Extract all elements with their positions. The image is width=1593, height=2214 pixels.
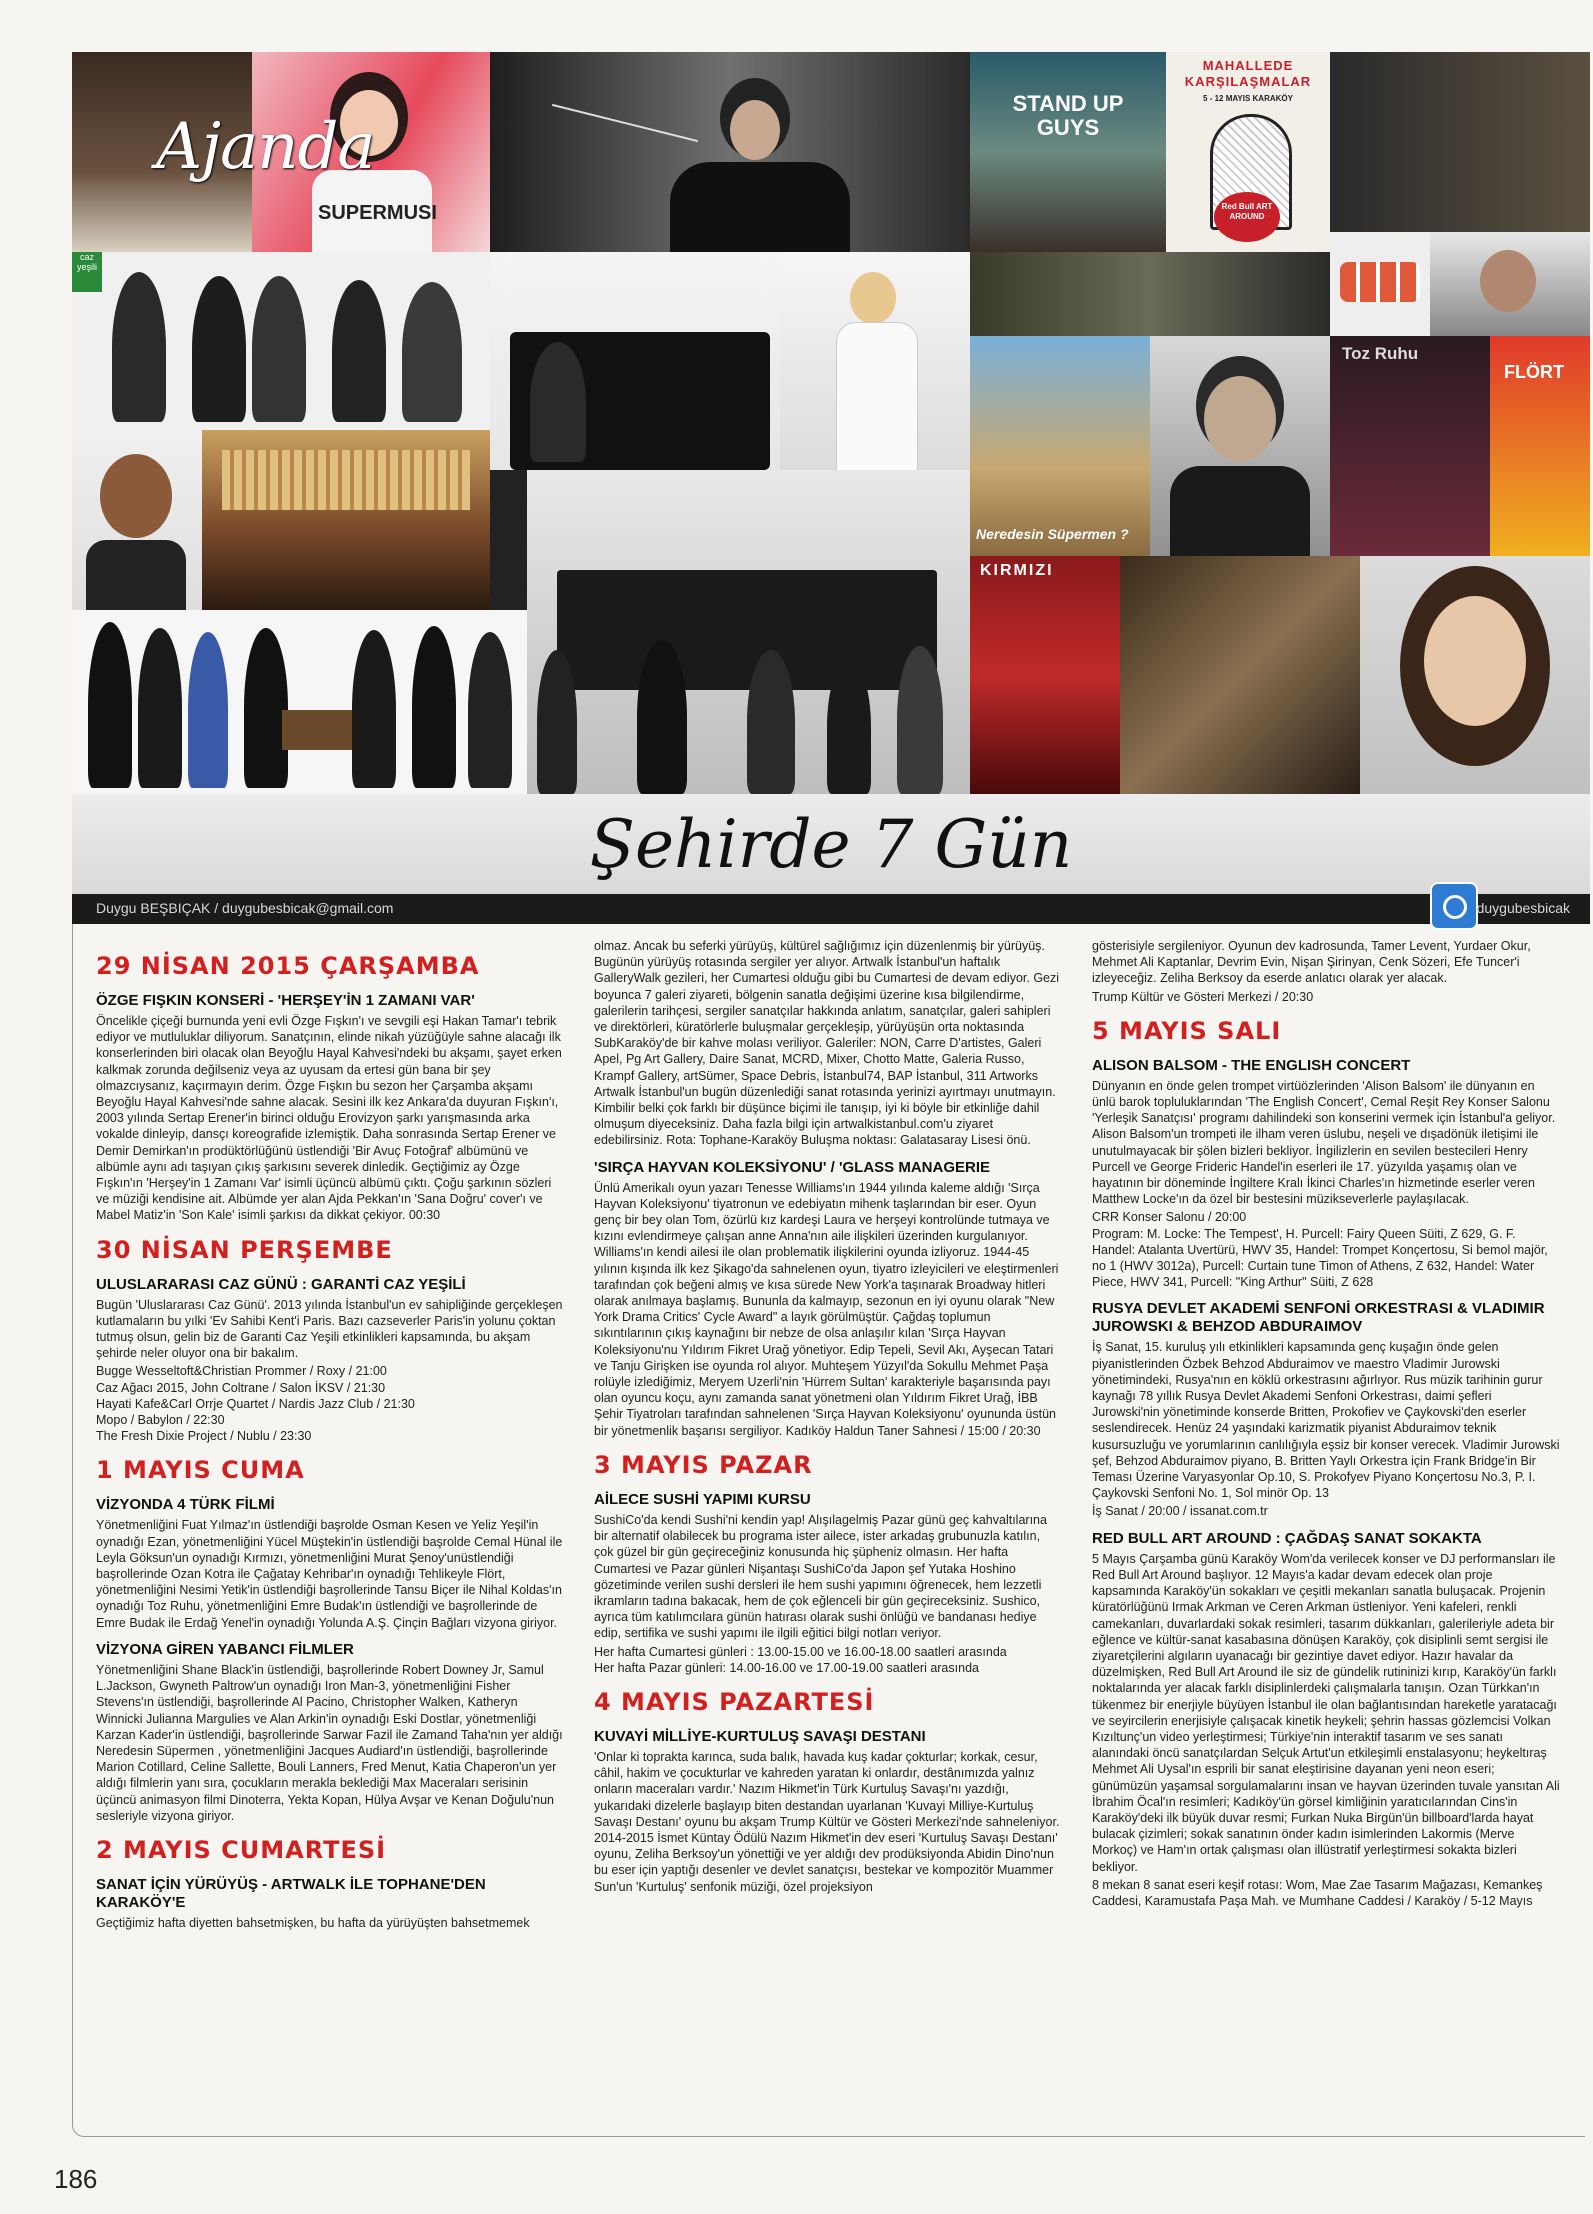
body-text: gösterisiyle sergileniyor. Oyunun dev kadrosunda, Tamer Levent, Yurdaer Okur, Mehmet Ali Kaptanlar, Devrim Evin, Nişan Şirinyan, Cenk Sözeri, Efe Tuncer'i izleyeceğiz. Zeliha Berksoy da eserde anlatıcı olarak yer alacak. xyxy=(1092,939,1531,986)
flort-title: FLÖRT xyxy=(1504,362,1564,382)
event-body: Yönetmenliğini Shane Black'in üstlendiği, başrollerinde Robert Downey Jr, Samul L.Jackson, Gwyneth Paltrow'un oynadığı Iron Man-3, yönetmenliğini Fisher Stevens'ın üstlendiği, başrollerinde Al Pacino, Christopher Walken, Katheryn Winnicki Julianna Margulies ve Alan Arkin'in oynadığı Eski Dostlar, yönetmenliği Karzan Kader'in üstlendiği, başrollerinde Sarwar Fazil ile Zamand Taha'nın yer aldığı Neredesin Süpermen , yönetmenliğini Jacques Audiard'ın üstlendiği, başrollerinde Marion Cotillard, Celine Sallette, Bouli Lanners, Fred Menut, Katia Chaperon'un yer aldığı filmlerin yanı sıra, çocukların merakla beklediği Max Maceraları serisinin üçüncü animasyon filmi Dinoterra, Yekta Kopan, Hülya Avşar ve Kenan Doğulu'nun sesleriyle vizyona giriyor. xyxy=(96,1662,563,1823)
event-title: ALISON BALSOM - THE ENGLISH CONCERT xyxy=(1092,1056,1411,1074)
event-title: RED BULL ART AROUND : ÇAĞDAŞ SANAT SOKAKTA xyxy=(1092,1529,1482,1547)
photo-orchestra-hall xyxy=(202,430,490,610)
event-body: Dünyanın en önde gelen trompet virtüözlerinden 'Alison Balsom' ile dünyanın en ünlü barok topluluklarından 'The English Concert', Cemal Reşit Rey Konser Salonu 'Yerleşik Sanatçısı' programı dahilindeki son konserini vermek için İstanbul'a geliyor. Alison Balsom'un trompeti ile ilham veren üslubu, neşeli ve dışadönük iletişimi ile unutulmayacak bir şölen bizleri bekliyor. İngilizlerin en sevilen bestecileri Henry Purcell ve George Frideric Handel'in eserleri ile 17. yüzyılda yaşamış olan ve hayatının bir döneminde İngiltere Kralı İkinci Charles'ın hizmetinde eserler veren Matthew Locke'ın da özel bir bestesini müzikseverlerle paylaşılacak. xyxy=(1092,1078,1556,1207)
event-body: 'Onlar ki toprakta karınca, suda balık, havada kuş kadar çokturlar; korkak, cesur, câhil, hakim ve çocukturlar ve kahreden yaratan ki onlardır, destânımızda yalnız onların maceraları vardır.' Nazım Hikmet'in Türk Kurtuluş Savaşı'nı yazdığı, yukarıdaki dizelerle başlayıp biten destandan uyarlanan 'Kuvayi Milliye-Kurtuluş Savaşı Destanı' oyunu bu akşam Trump Kültür ve Gösteri Merkezi'nde sahneleniyor. 2014-2015 İsmet Küntay Ödülü Nazım Hikmet'in dev eseri 'Kurtuluş Savaşı Destanı' oyunu, Zeliha Berksoy'un yönettiği ve yer aldığı dev prodüksiyonda Abidin Dino'nun bu eser için yaptığı desenler ve devlet sanatçısı, bestekar ve kompozitör Muammer Sun'un 'Kurtuluş' senfonik müziği, özel projeksiyon xyxy=(594,1749,1060,1894)
poster-kirmizi xyxy=(970,556,1120,794)
supermusic-shirt-text: SUPERMUSI xyxy=(318,202,437,224)
event-listing-line: Her hafta Pazar günleri: 14.00-16.00 ve 17.00-19.00 saatleri arasında xyxy=(594,1660,979,1675)
event-listing-line: CRR Konser Salonu / 20:00 xyxy=(1092,1210,1247,1225)
photo-jazz-band xyxy=(72,252,490,430)
event-listing-line: İş Sanat / 20:00 / issanat.com.tr xyxy=(1092,1504,1268,1519)
author-byline: Duygu BEŞBIÇAK / duygubesbicak@gmail.com xyxy=(96,900,394,916)
event-title: VİZYONA GİREN YABANCI FİLMLER xyxy=(96,1640,354,1658)
poster-neredesin-supermen xyxy=(970,336,1150,556)
photo-sushi xyxy=(1330,232,1430,336)
photo-collage xyxy=(72,52,1590,794)
byline-bar xyxy=(72,894,1590,924)
body-text: 8 mekan 8 sanat eseri keşif rotası: Wom, Mae Zae Tasarım Mağazası, Kemankeş Caddesi, Karamustafa Paşa Mah. ve Mumhane Caddesi / Karaköy / 5-12 Mayıs xyxy=(1092,1877,1543,1908)
poster-flort xyxy=(1490,336,1590,556)
event-listing-line: Caz Ağacı 2015, John Coltrane / Salon İKSV / 21:30 xyxy=(96,1380,386,1395)
day-heading: 3 MAYIS PAZAR xyxy=(594,1450,813,1479)
photo-smiling-man xyxy=(72,430,202,610)
event-listing-line: The Fresh Dixie Project / Nublu / 23:30 xyxy=(96,1429,312,1444)
event-title: ÖZGE FIŞKIN KONSERİ - 'HERŞEY'İN 1 ZAMANI VAR' xyxy=(96,992,475,1009)
stand-up-guys-title: STAND UP GUYS xyxy=(1012,91,1124,140)
poster-toz-ruhu xyxy=(1330,336,1490,556)
toz-ruhu-title: Toz Ruhu xyxy=(1342,344,1419,363)
day-heading: 4 MAYIS PAZARTESİ xyxy=(594,1687,875,1716)
redbull-art-around-text: Red Bull ART AROUND xyxy=(1221,202,1273,221)
photo-man-suit-1 xyxy=(1330,52,1590,232)
poster-mahallede-karsilasmalar xyxy=(1166,52,1330,252)
neredesin-supermen-title: Neredesin Süpermen ? xyxy=(976,526,1129,542)
instagram-icon xyxy=(1430,882,1478,930)
day-heading: 5 MAYIS SALI xyxy=(1092,1016,1282,1045)
event-listing-line: Trump Kültür ve Gösteri Merkezi / 20:30 xyxy=(1092,989,1314,1004)
event-title: KUVAYİ MİLLİYE-KURTULUŞ SAVAŞI DESTANI xyxy=(594,1727,926,1745)
photo-film-stills xyxy=(1120,556,1360,794)
photo-pianist xyxy=(490,252,780,470)
event-title: VİZYONDA 4 TÜRK FİLMİ xyxy=(96,1496,275,1514)
body-text: Program: M. Locke: The Tempest', H. Purcell: Fairy Queen Süiti, Z 629, G. F. Handel: Atalanta Uvertürü, HWV 35, Handel: Trompet Konçertosu, Si bemol majör, no 1 (HWV 3012a), Purcell: Curtain tune Timon of Athens, Z 632, Handel: Water Piece, HWV 341, Purcell: "King Arthur" Süiti, Z 628 xyxy=(1092,1226,1548,1290)
photo-early-music-ensemble xyxy=(72,610,527,794)
event-title: 'SIRÇA HAYVAN KOLEKSİYONU' / 'GLASS MANAGERIE xyxy=(594,1158,991,1176)
photo-conductor xyxy=(490,52,970,252)
poster-stand-up-guys xyxy=(970,52,1166,252)
text-column-1 xyxy=(96,938,564,1933)
kirmizi-title: KIRMIZI xyxy=(980,562,1054,579)
instagram-handle: duygubesbicak xyxy=(1476,900,1570,916)
photo-old-actor xyxy=(1150,336,1330,556)
event-body: İş Sanat, 15. kuruluş yılı etkinlikleri kapsamında genç kuşağın önde gelen piyanistlerinden Özbek Behzod Abduraimov ve maestro Vladimir Jurowski yönetimindeki, Rusya'nın en köklü orkestrasını ağırlıyor. Rus müzik tarihinin gurur kaynağı 78 yıllık Rusya Devlet Akademi Senfoni Orkestrası, daimi şefleri Jurowski'nin yönetiminde konserde Britten, Prokofiev ve Çaykovski'den eserler seslendirecek. Henüz 24 yaşındaki karizmatik piyanist Abduraimov teknik kusursuzluğu ve yorumlarının canlılığıyla eşsiz bir konser verecek. Vladimir Jurowski şef, Behzod Abduraimov piyano, B. Britten Yaylı Orkestra için Frank Bridge'in Bir Teması Üzerine Varyasyonlar Op.10, S. Prokofyev Piyano Konçertosu No.3, P. I. Çaykovski Senfoni No. 1, Sol minör Op. 13 xyxy=(1092,1340,1560,1501)
event-body: Ünlü Amerikalı oyun yazarı Tenesse Williams'ın 1944 yılında kaleme aldığı 'Sırça Hayvan Koleksiyonu' tiyatronun ve edebiyatın mihenk taşlarından bir eser. Oyun genç bir bey olan Tom, özürlü kız kardeşi Laura ve herşeyi kontrolünde tutmaya ve kızını evlendirmeye çalışan anne Anna'nın aile ilişkileri üzerinden kurgulanıyor. Williams'ın kendi ailesi ile olan problematik ilişkilerini oyunda izliyoruz. 1944-45 yılının kışında ilk kez Şikago'da sahnelenen oyun, tiyatro izleyicileri ve eleştirmenleri tarafından çok beğeni almış ve kısa sürede New York'a taşınarak Broadway hitleri olarak anılmaya başlamış. Bununla da kalmayıp, sezonun en iyi oyunu olarak "New York Drama Critics' Cycle Award" a layık görülmüştür. Çağdaş toplumun sıkıntılarının çıkış kaynağını bir nebze de olsa anlaşılır kılan 'Sırça Hayvan Koleksiyonu'nu Yıldırım Fikret Urağ yönetiyor. Edip Tepeli, Sevil Akı, Ayşecan Tatari ve Tanju Girişken ise oyunda rol alıyor. Muhteşem Yüzyıl'da Sokullu Mehmet Paşa rolüyle izlediğimiz, Meryem Uzerli'nin 'Hürrem Sultan' karakteriyle başarısında payı olan oyuncu koçu, aynı zamanda sanat yönetmeni olan Yıldırım Fikret Urağ, İBB Şehir Tiyatroları tarafından sahnelenen 'Sırça Hayvan Koleksiyonu' oyununda üstün bir yönetmenlik başarısı sergiliyor. Kadıköy Haldun Taner Sahnesi / 15:00 / 20:30 xyxy=(594,1180,1059,1438)
page-title: Şehirde 7 Gün xyxy=(589,806,1073,883)
event-title: AİLECE SUSHİ YAPIMI KURSU xyxy=(594,1490,811,1508)
event-listing-line: Her hafta Cumartesi günleri : 13.00-15.00 ve 16.00-18.00 saatleri arasında xyxy=(594,1644,1007,1659)
page-number: 186 xyxy=(54,2164,98,2194)
title-band xyxy=(72,794,1590,894)
day-heading: 1 MAYIS CUMA xyxy=(96,1456,305,1485)
text-column-3 xyxy=(1092,938,1560,1911)
photo-actress-portrait xyxy=(1360,556,1590,794)
event-listing-line: Mopo / Babylon / 22:30 xyxy=(96,1413,225,1428)
photo-misc-dark xyxy=(970,252,1330,336)
event-body: Öncelikle çiçeği burnunda yeni evli Özge Fışkın'ı ve sevgili eşi Hakan Tamar'ı tebrik ediyor ve mutluluklar diliyorum. Sanatçının, elinde nikah yüzüğüyle sahne alacağı ilk konserlerinden biri olacak olan Beyoğlu Hayal Kahvesi'ndeki bu akşamı, şayet erken kalkmak zorunda değilseniz veya az uyusam da ertesi gün bana bir şey olmazcıysanız, kaçırmayın derim. Özge Fışkın bu sezon her Çarşamba akşamı Beyoğlu Hayal Kahvesi'nde sahne alacak. Sesini ilk kez Ankara'da duyuran Fışkın'ı, 2003 yılında Sertap Erener'in birinci olduğu Erovizyon şarkı yarışmasında arka vokalde dinleyip, dansçı koreografide izlemiştik. Daha sonrasında Sertap Erener ve Demir Demirkan'ın prodüktörlüğünü üstlendiği 'Bir Avuç Fotoğraf' albümünü ve albümle aynı adı taşıyan çıkış şarkısını severek dinledik. Geçtiğimiz ay Özge Fışkın'ın 'Herşey'in 1 Zamanı Var' isimli üçüncü albümü çıktı. Çoğu şarkının sözleri ve müziği kendisine ait. Albümde yer alan Ajda Pekkan'ın 'Sana Doğru' cover'ı ve Mabel Matiz'in 'Son Kale' isimli şarkısı da dikkat çekiyor. 00:30 xyxy=(96,1014,562,1223)
body-text: olmaz. Ancak bu seferki yürüyüş, kültürel sağlığımız için düzenlenmiş bir yürüyüş. Bugünün yürüyüş rotasında sergiler yer alıyor. Artwalk İstanbul'un haftalık GalleryWalk gezileri, her Cumartesi olduğu gibi bu Cumartesi de devam ediyor. Gezi boyunca 7 galeri ziyareti, bölgenin sanatla değişimi üzerine kısa bilgilendirme, galerilerin tarihçesi, sergiler sanatçılar hakkında anlatım, sanatçılar, galeri sahipleri ve direktörleri, küratörlerle buluşmalar gerçekleşip, yürüyüşün orta noktasında SubKaraköy'de bir kahve molası veriliyor. Galeriler: NON, Carre D'artistes, Galeri Apel, Pg Art Gallery, Daire Sanat, MCRD, Mixer, Chotto Matte, Galeria Russo, Krampf Gallery, artSümer, Space Debris, İstanbul74, BAP İstanbul, 311 Artworks Artwalk İstanbul'un bugün düzenlediği sanat rotasında yerinizi ayırtmayı unutmayın. Kimbilir belki çok farklı bir düşünce biçimi ile tanışıp, iyi ki böyle bir etkinliğe dahil olmuşum diyeceksiniz. Daha fazla bilgi için artwalkistanbul.com'u ziyaret edebilirsiniz. Rota: Tophane-Karaköy Buluşma noktası: Galatasaray Lisesi önü. xyxy=(594,939,1060,1148)
event-title: SANAT İÇİN YÜRÜYÜŞ - ARTWALK İLE TOPHANE'DEN KARAKÖY'E xyxy=(96,1875,486,1911)
event-title: ULUSLARARASI CAZ GÜNÜ : GARANTİ CAZ YEŞİLİ xyxy=(96,1275,466,1293)
event-title: RUSYA DEVLET AKADEMİ SENFONİ ORKESTRASI & VLADIMIR JUROWSKI & BEHZOD ABDURAIMOV xyxy=(1092,1300,1545,1336)
mahallede-title: MAHALLEDE KARŞILAŞMALAR xyxy=(1184,58,1312,89)
photo-alison-balsom xyxy=(780,252,970,470)
event-body: SushiCo'da kendi Sushi'ni kendin yap! Alışılagelmiş Pazar günü geç kahvaltılarına bir alternatif olabilecek bu programa ister ailece, ister arkadaş grubunuzla katılın, çok güzel bir gün geçireceğiniz konusunda hiç şüpheniz olmasın. Her hafta Cumartesi ve Pazar günleri Nişantaşı SushiCo'da Japon şef Yutaka Hoshino gözetiminde verilen sushi dersleri ile hem sushi yapımını öğrenecek, hem lezzetli ikramların tadına bakacak, hem de çok eğlenceli bir gün geçireceksiniz. Sushico, ayrıca tüm katılımcılara günün hatırası olarak sushi önlüğü ve bandanası hediye edip, sertifika ve sushi yapımı ile ilgili eğitici bilgi notları veriyor. xyxy=(594,1512,1047,1641)
event-listing-line: Hayati Kafe&Carl Orrje Quartet / Nardis Jazz Club / 21:30 xyxy=(96,1396,415,1411)
section-label-ajanda: Ajanda xyxy=(156,110,375,184)
photo-gallery-visitors xyxy=(527,470,970,794)
day-heading: 30 NİSAN PERŞEMBE xyxy=(96,1235,393,1264)
event-body: Bugün 'Uluslararası Caz Günü'. 2013 yılında İstanbul'un ev sahipliğinde gerçekleşen kutlamaların bu yılki 'Ev Sahibi Kent'i Paris. Bazı cazseverler Paris'in yolunu çoktan tutmuş olsun, gelin biz de Garanti Caz Yeşili etkinlikleri kapsamında, bu akşam şehirde neler oluyor ona bir bakalım. xyxy=(96,1297,563,1361)
event-body: 5 Mayıs Çarşamba günü Karaköy Wom'da verilecek konser ve DJ performansları ile Red Bull Art Around başlıyor. 12 Mayıs'a kadar devam edecek olan proje kapsamında Karaköy'ün sokakları ve çeşitli mekanları sanatla buluşacak. Projenin küratörlüğünü Irmak Arkman ve Ceren Arkman üstleniyor. Yeni kafeleri, renkli camekanları, duvarlardaki sokak resimleri, tasarım dükkanları, galerileriyle adeta bir eğlence ve kültür-sanat kasabasına dönüşen Karaköy, çok disiplinli semt sergisi ile ziyaretçilerini algıların uyanacağı bir gezintiye davet ediyor. Hazır havalar da düzelmişken, Red Bull Art Around ile siz de gündelik rutininizi kırıp, Karaköy'ün farklı noktalarında yer alacak farklı disiplinlerdeki çalışmalarla tanışın. Ozan Türkkan'ın tükenmez bir enerjiyle büyüyen İstanbul ile olan bağlantısından hareketle yaratacağı ve seyircilerin enerjisiyle çalışacak kinetik heykeli; şehrin hassas gözlemcisi Volkan Kızıltunç'un video yerleştirmesi; Türkiye'nin interaktif tasarım ve ses sanatı alanındaki öncü sanatçılardan Selçuk Artut'un etkileşimli enstalasyonu; heykeltıraş Mehmet Ali Uysal'ın esprili bir sanat eleştirisine dayanan yeni neon eseri; günümüzün yaşamsal sorgulamalarını insan ve hayvan üzerinden tuvale yansıtan Ali İbrahim Öcal'ın resimleri; Kadıköy'ün görsel kimliğinin yaratıcılarından Cins'in Karaköy'deki ilk büyük duvar resmi; Furkan Nuka Birgün'ün billboard'larda hayat bulacak çizimleri; sokak sanatının önder kadın isimlerinden Lakormis (Merve Morkoç) ve Ham'ın ortak çalışması olan illüstratif yerleştirmesi sokakta bizleri bekliyor. xyxy=(1092,1551,1560,1874)
event-body: Yönetmenliğini Fuat Yılmaz'ın üstlendiği başrolde Osman Kesen ve Yeliz Yeşil'in oynadığı Ezan, yönetmenliğini Yücel Müştekin'in üstlendiği başrolde Cemal Hünal ile Leyla Göksun'un oynadığı Kırmızı, yönetmenliğini Murat Şenoy'unüstlendiği başrollerinde Ozan Kotra ile Çağatay Kehribar'ın oynadığı Tehlikeyle Flört, yönetmenliğini Nesimi Yetik'in üstlendiği başrollerinde Tansu Biçer ile Nihal Koldas'ın oynadığı Toz Ruhu, yönetmenliğini Emre Budak'ın üstlendiği ve başrollerinde de Emre Budak ile Erdağ Yenel'in oynadığı Yolunda A.Ş. Çinçin Bağları vizyona giriyor. xyxy=(96,1518,563,1630)
day-heading: 2 MAYIS CUMARTESİ xyxy=(96,1835,387,1864)
mahallede-dates: 5 - 12 MAYIS KARAKÖY xyxy=(1203,94,1293,103)
caz-yesili-logo: caz yeşili xyxy=(72,252,102,292)
photo-man-suit-2 xyxy=(1430,232,1590,336)
event-listing-line: Bugge Wesseltoft&Christian Prommer / Roxy / 21:00 xyxy=(96,1364,387,1379)
day-heading: 29 NİSAN 2015 ÇARŞAMBA xyxy=(96,952,480,980)
event-body: Geçtiğimiz hafta diyetten bahsetmişken, bu hafta da yürüyüşten bahsetmemek xyxy=(96,1915,530,1930)
text-column-2 xyxy=(594,938,1062,1897)
